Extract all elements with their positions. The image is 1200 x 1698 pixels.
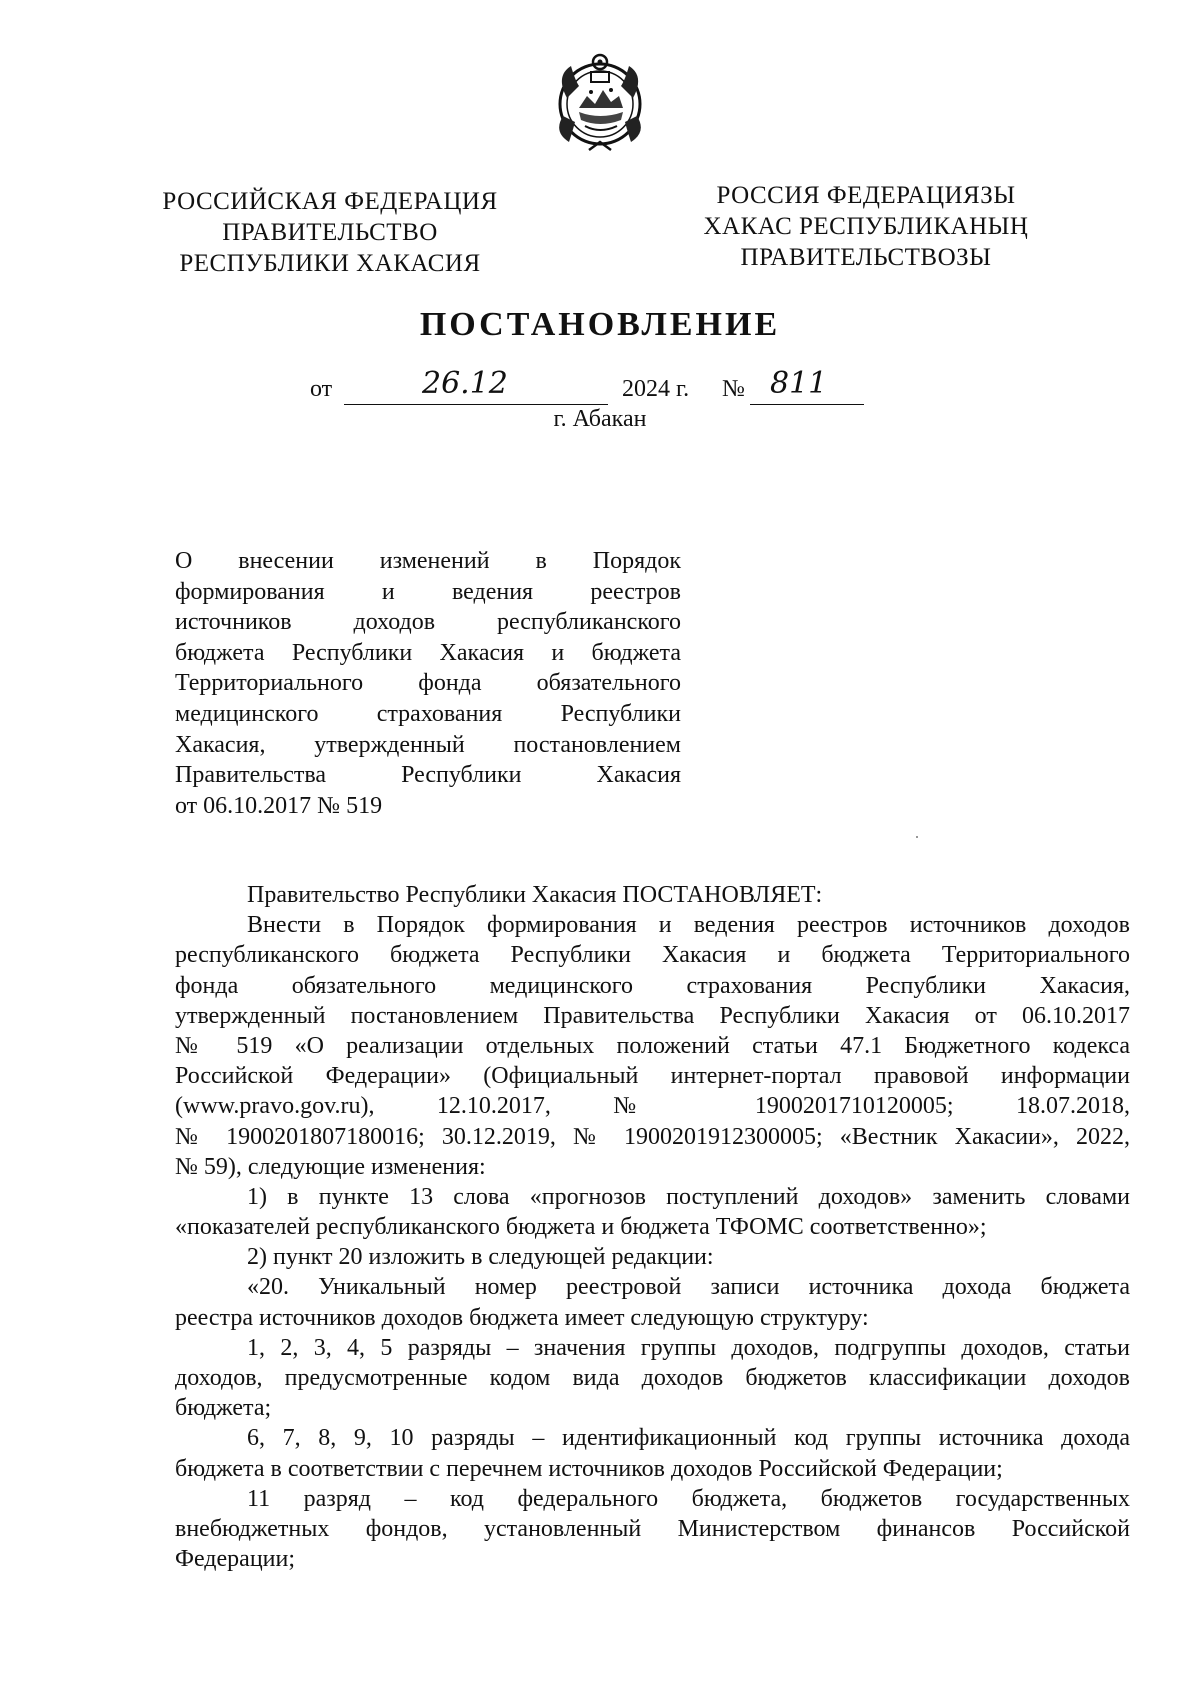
header-right-block bbox=[686, 180, 1046, 273]
body-line: «20. Уникальный номер реестровой записи источника дохода бюджета bbox=[247, 1274, 1130, 1301]
header-right-line: РОССИЯ ФЕДЕРАЦИЯЗЫ bbox=[716, 182, 1016, 209]
body-line: 6, 7, 8, 9, 10 разряды – идентификационный код группы источника дохода bbox=[247, 1425, 1130, 1452]
handwritten-date: 26.12 bbox=[422, 366, 508, 401]
body-line: № 1900201807180016; 30.12.2019, № 1900201912300005; «Вестник Хакасии», 2022, bbox=[175, 1123, 1130, 1150]
subject-line: бюджета Республики Хакасия и бюджета bbox=[175, 639, 681, 666]
scan-speck bbox=[916, 836, 918, 838]
subject-line: от 06.10.2017 № 519 bbox=[175, 792, 383, 819]
body-line: 1, 2, 3, 4, 5 разряды – значения группы доходов, подгруппы доходов, статьи bbox=[247, 1334, 1130, 1361]
header-left-block bbox=[160, 186, 500, 279]
body-line: «показателей республиканского бюджета и бюджета ТФОМС соответственно»; bbox=[175, 1214, 987, 1241]
subject-line: формирования и ведения реестров bbox=[175, 578, 681, 605]
body-line: № 519 «О реализации отдельных положений статьи 47.1 Бюджетного кодекса bbox=[175, 1032, 1130, 1059]
from-label: от bbox=[310, 376, 333, 402]
body-line: Внести в Порядок формирования и ведения реестров источников доходов bbox=[247, 912, 1130, 939]
number-label: № bbox=[722, 376, 745, 402]
city-label bbox=[0, 406, 1200, 433]
body-line: Правительство Республики Хакасия ПОСТАНОВЛЯЕТ: bbox=[247, 882, 823, 908]
handwritten-number: 811 bbox=[770, 366, 828, 401]
subject-line: Хакасия, утвержденный постановлением bbox=[175, 731, 681, 758]
body-line: бюджета в соответствии с перечнем источников доходов Российской Федерации; bbox=[175, 1455, 1003, 1482]
number-underline bbox=[750, 404, 864, 405]
body-line: 1) в пункте 13 слова «прогнозов поступлений доходов» заменить словами bbox=[247, 1183, 1130, 1210]
body-line: республиканского бюджета Республики Хакасия и бюджета Территориального bbox=[175, 942, 1130, 969]
body-line: 2) пункт 20 изложить в следующей редакции: bbox=[247, 1244, 714, 1271]
subject-line: О внесении изменений в Порядок bbox=[175, 548, 681, 574]
body-line: доходов, предусмотренные кодом вида доходов бюджетов классификации доходов bbox=[175, 1365, 1130, 1391]
body-line: Российской Федерации» (Официальный интернет-портал правовой информации bbox=[175, 1063, 1130, 1090]
document-title: ПОСТАНОВЛЕНИЕ bbox=[419, 306, 781, 343]
city-name: г. Абакан bbox=[553, 406, 647, 432]
body-line: Федерации; bbox=[175, 1546, 296, 1573]
header-right-line: ХАКАС РЕСПУБЛИКАНЫҢ bbox=[703, 213, 1029, 240]
body-text bbox=[175, 880, 1130, 1574]
year-label: 2024 г. bbox=[622, 376, 690, 402]
body-line: бюджета; bbox=[175, 1395, 272, 1422]
subject-line: источников доходов республиканского bbox=[175, 609, 681, 636]
body-line: № 59), следующие изменения: bbox=[175, 1153, 486, 1180]
subject-line: Территориального фонда обязательного bbox=[175, 670, 681, 697]
header-left-line: РОССИЙСКАЯ ФЕДЕРАЦИЯ bbox=[162, 188, 498, 215]
subject-line: Правительства Республики Хакасия bbox=[175, 762, 681, 789]
body-line: (www.pravo.gov.ru), 12.10.2017, № 1900201710120005; 18.07.2018, bbox=[175, 1093, 1130, 1120]
body-line: внебюджетных фондов, установленный Министерством финансов Российской bbox=[175, 1515, 1130, 1542]
body-line: реестра источников доходов бюджета имеет следующую структуру: bbox=[175, 1304, 869, 1331]
header-right-line: ПРАВИТЕЛЬСТВОЗЫ bbox=[740, 244, 992, 271]
body-line: утвержденный постановлением Правительства Республики Хакасия от 06.10.2017 bbox=[175, 1002, 1130, 1029]
subject-block bbox=[175, 546, 681, 821]
header-left-line: РЕСПУБЛИКИ ХАКАСИЯ bbox=[179, 250, 481, 277]
body-line: фонда обязательного медицинского страхования Республики Хакасия, bbox=[175, 972, 1130, 999]
coat-of-arms-emblem bbox=[545, 46, 655, 156]
date-underline bbox=[344, 404, 608, 405]
subject-line: медицинского страхования Республики bbox=[175, 700, 681, 727]
header-left-line: ПРАВИТЕЛЬСТВО bbox=[222, 219, 438, 246]
body-line: 11 разряд – код федерального бюджета, бюджетов государственных bbox=[247, 1485, 1130, 1512]
